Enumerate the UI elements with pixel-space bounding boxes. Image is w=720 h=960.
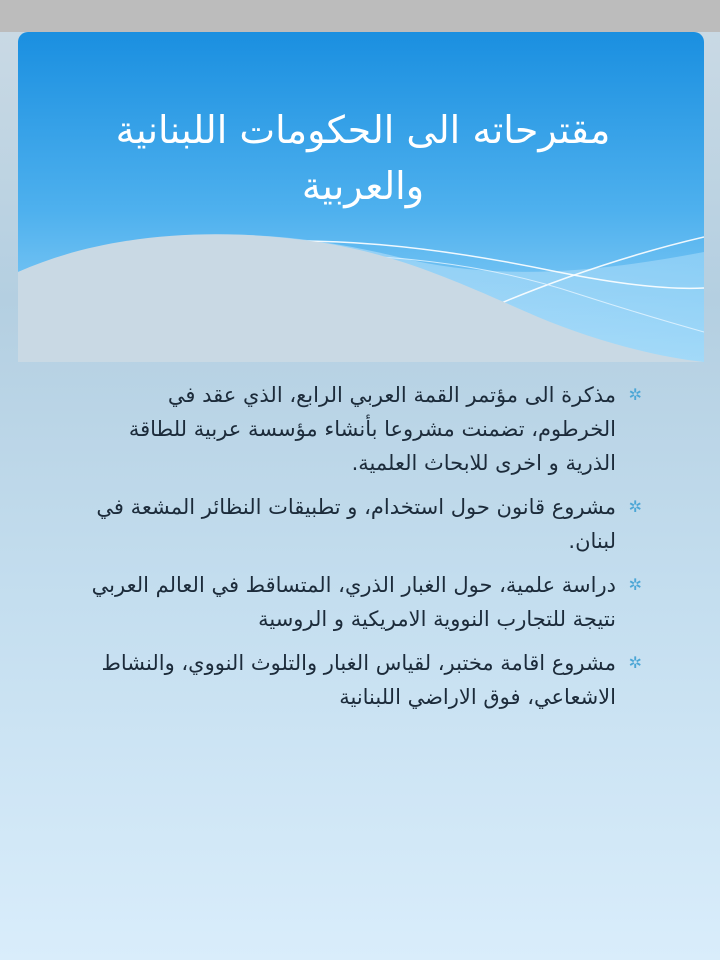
- bullet-list: [80, 378, 646, 724]
- bullet-item: [80, 568, 646, 636]
- bullet-text: مشروع قانون حول استخدام، و تطبيقات النظائر المشعة في لبنان.: [96, 495, 616, 553]
- asterisk-bullet-icon: ✲: [628, 385, 642, 404]
- asterisk-bullet-icon: ✲: [628, 653, 642, 672]
- bullet-text: مذكرة الى مؤتمر القمة العربي الرابع، الذي عقد في الخرطوم، تضمنت مشروعا بأنشاء مؤسسة عربية للطاقة الذرية و اخرى للابحاث العلمية.: [128, 383, 616, 475]
- asterisk-bullet-icon: ✲: [628, 497, 642, 516]
- bullet-text: دراسة علمية، حول الغبار الذري، المتساقط في العالم العربي نتيجة للتجارب النووية الامريكية و الروسية: [91, 573, 616, 631]
- bullet-item: [80, 490, 646, 558]
- header-panel: [18, 32, 704, 362]
- bullet-item: [80, 646, 646, 714]
- bullet-item: [80, 378, 646, 480]
- bullet-text: مشروع اقامة مختبر، لقياس الغبار والتلوث النووي، والنشاط الاشعاعي، فوق الاراضي اللبنانية: [101, 651, 616, 709]
- slide-title: مقترحاته الى الحكومات اللبنانية والعربية: [115, 108, 611, 208]
- asterisk-bullet-icon: ✲: [628, 575, 642, 594]
